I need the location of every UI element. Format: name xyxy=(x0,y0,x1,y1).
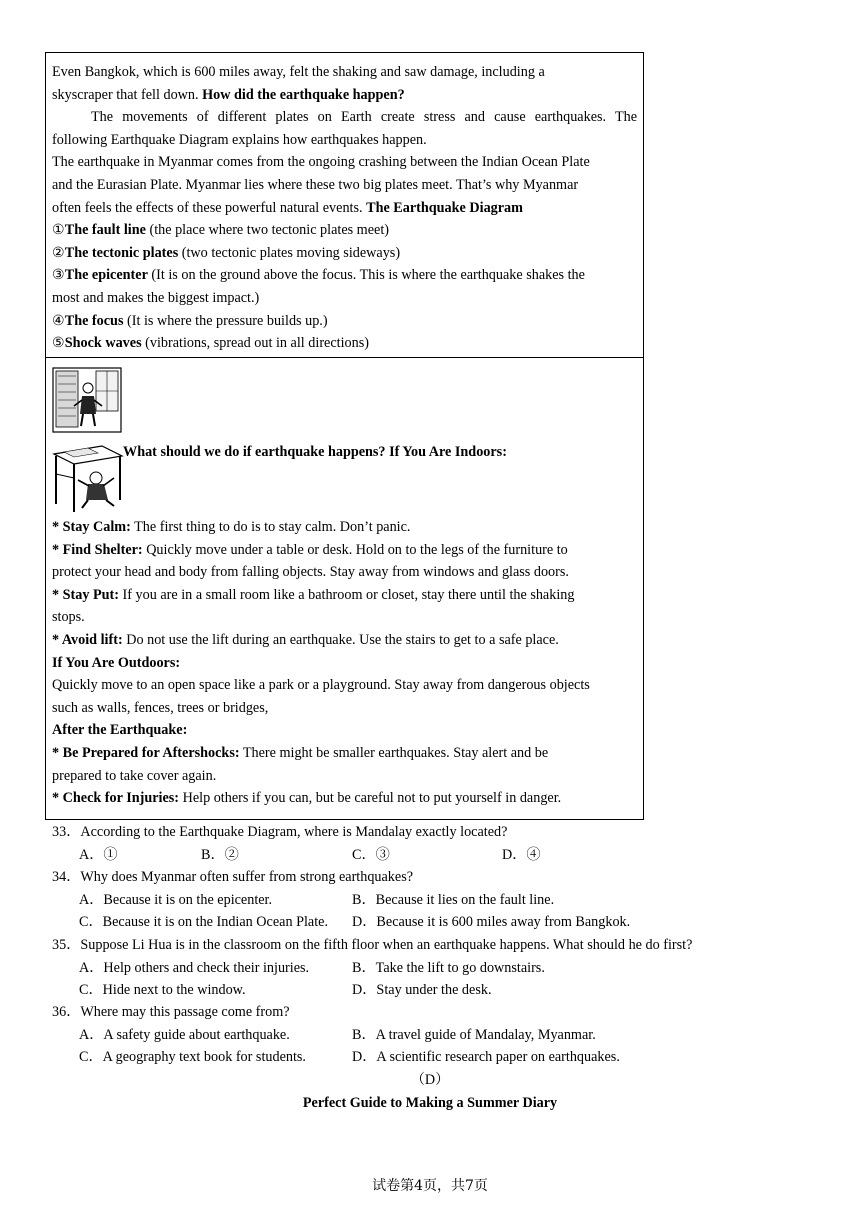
passage-line: often feels the effects of these powerful natural events. The Earthquake Diagram xyxy=(52,199,523,216)
diagram-heading: The Earthquake Diagram xyxy=(366,199,523,216)
passage-line: skyscraper that fell down. How did the earthquake happen? xyxy=(52,86,405,103)
passage-line: and the Eurasian Plate. Myanmar lies where these two big plates meet. That’s why Myanmar xyxy=(52,176,579,193)
section-heading: How did the earthquake happen? xyxy=(202,86,405,103)
option-d[interactable]: D．Stay under the desk. xyxy=(352,982,492,999)
outdoor-text: such as walls, fences, trees or bridges, xyxy=(52,699,269,716)
option-d[interactable]: D．A scientific research paper on earthquakes. xyxy=(352,1049,620,1066)
question-34 xyxy=(52,866,752,934)
option-c[interactable]: C．③ xyxy=(352,846,390,863)
diagram-item: ②The tectonic plates (two tectonic plates moving sideways) xyxy=(52,244,401,261)
after-heading: After the Earthquake: xyxy=(52,722,188,739)
option-row xyxy=(52,889,752,912)
option-a[interactable]: A．① xyxy=(79,846,118,863)
under-desk-icon xyxy=(54,446,122,512)
option-row xyxy=(52,1046,752,1069)
option-row xyxy=(52,911,752,934)
option-b[interactable]: B．Take the lift to go downstairs. xyxy=(352,959,545,976)
next-passage-title: Perfect Guide to Making a Summer Diary xyxy=(302,1095,558,1111)
option-c[interactable]: C．Hide next to the window. xyxy=(79,982,246,999)
option-row xyxy=(52,1024,752,1047)
tip-item-continued: stops. xyxy=(52,609,85,626)
question-36 xyxy=(52,1001,752,1069)
option-b[interactable]: B．A travel guide of Mandalay, Myanmar. xyxy=(352,1026,596,1043)
tip-item: * Check for Injuries: Help others if you can, but be careful not to put yourself in danger. xyxy=(52,790,562,807)
question-35 xyxy=(52,934,752,1002)
passage-line: Even Bangkok, which is 600 miles away, felt the shaking and saw damage, including a xyxy=(52,64,545,80)
illustration-row xyxy=(52,366,637,516)
tip-item-continued: prepared to take cover again. xyxy=(52,767,217,784)
option-b[interactable]: B．Because it lies on the fault line. xyxy=(352,891,555,908)
tip-item: * Be Prepared for Aftershocks: There might be smaller earthquakes. Stay alert and be xyxy=(52,744,549,761)
tip-item: * Avoid lift: Do not use the lift during an earthquake. Use the stairs to get to a safe place. xyxy=(52,631,559,648)
passage-line: The earthquake in Myanmar comes from the ongoing crashing between the Indian Ocean Plate xyxy=(52,154,590,171)
option-c[interactable]: C．Because it is on the Indian Ocean Plate. xyxy=(79,914,329,931)
option-b[interactable]: B．② xyxy=(201,846,239,863)
option-d[interactable]: D．Because it is 600 miles away from Bangkok. xyxy=(352,914,631,931)
page-footer: 试卷第4页，共7页 xyxy=(372,1178,488,1194)
option-c[interactable]: C．A geography text book for students. xyxy=(79,1049,306,1066)
passage-line: The movements of different plates on Earth create stress and cause earthquakes. The xyxy=(91,109,637,126)
diagram-item: ④The focus (It is where the pressure builds up.) xyxy=(52,312,328,329)
option-d[interactable]: D．④ xyxy=(502,846,541,863)
question-33 xyxy=(52,821,752,866)
option-row xyxy=(52,979,752,1002)
question-stem: 35．Suppose Li Hua is in the classroom on the fifth floor when an earthquake happens. What should he do first? xyxy=(52,937,693,953)
option-row xyxy=(52,844,752,867)
option-a[interactable]: A．A safety guide about earthquake. xyxy=(79,1026,290,1043)
tip-item-continued: protect your head and body from falling objects. Stay away from windows and glass doors. xyxy=(52,564,569,581)
tip-item: * Stay Put: If you are in a small room like a bathroom or closet, stay there until the shaking xyxy=(52,586,575,603)
option-row xyxy=(52,957,752,980)
question-stem: 36．Where may this passage come from? xyxy=(52,1004,290,1020)
diagram-item: ⑤Shock waves (vibrations, spread out in all directions) xyxy=(52,335,369,352)
earthquake-illustration xyxy=(52,366,124,516)
passage-line: following Earthquake Diagram explains how earthquakes happen. xyxy=(52,131,427,148)
window-scene-icon xyxy=(53,368,121,432)
outdoor-text: Quickly move to an open space like a park or a playground. Stay away from dangerous objects xyxy=(52,677,590,694)
section-label: （D） xyxy=(410,1072,450,1088)
safety-box xyxy=(45,357,644,820)
question-stem: 34．Why does Myanmar often suffer from strong earthquakes? xyxy=(52,869,414,885)
question-stem: 33．According to the Earthquake Diagram, where is Mandalay exactly located? xyxy=(52,824,508,840)
option-a[interactable]: A．Help others and check their injuries. xyxy=(79,959,310,976)
safety-title: What should we do if earthquake happens? If You Are Indoors: xyxy=(123,444,507,460)
tip-item: * Stay Calm: The first thing to do is to stay calm. Don’t panic. xyxy=(52,519,411,535)
passage-box xyxy=(45,52,644,358)
diagram-item: ③The epicenter (It is on the ground above the focus. This is where the earthquake shakes the xyxy=(52,267,585,284)
option-a[interactable]: A．Because it is on the epicenter. xyxy=(79,891,273,908)
diagram-item-continued: most and makes the biggest impact.) xyxy=(52,289,260,306)
outdoor-heading: If You Are Outdoors: xyxy=(52,654,181,671)
diagram-item: ①The fault line (the place where two tectonic plates meet) xyxy=(52,222,389,239)
tip-item: * Find Shelter: Quickly move under a table or desk. Hold on to the legs of the furniture to xyxy=(52,541,568,558)
